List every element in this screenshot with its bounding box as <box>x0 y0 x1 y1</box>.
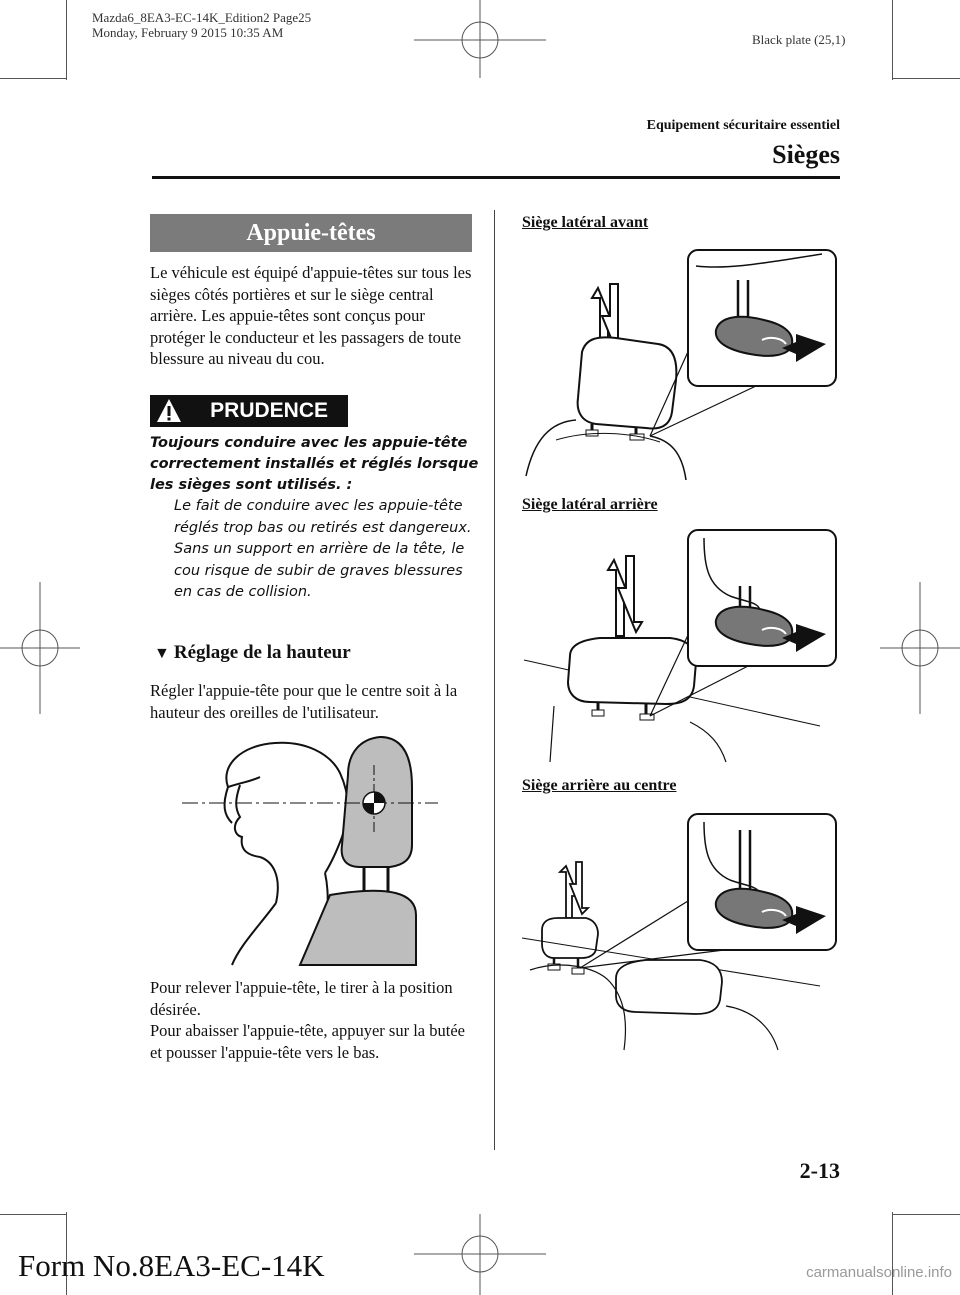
adjust-text: Régler l'appuie-tête pour que le centre soit à la hauteur des oreilles de l'utilisateur. <box>150 681 458 722</box>
watermark-site: carmanualsonline.info <box>806 1264 952 1281</box>
print-header-line1: Mazda6_8EA3-EC-14K_Edition2 Page25 <box>92 10 312 25</box>
page-title: Appuie-têtes <box>150 214 472 252</box>
subheading-text: Réglage de la hauteur <box>173 642 351 663</box>
subsection-title: Sièges <box>772 140 840 169</box>
print-header-line2: Monday, February 9 2015 10:35 AM <box>92 25 284 40</box>
subheading <box>154 642 351 664</box>
black-plate: Black plate (25,1) <box>752 32 846 47</box>
column-divider <box>494 210 495 1150</box>
warning-triangle-icon <box>156 398 182 424</box>
rear-seat-headrest-illustration <box>520 526 840 766</box>
caption-center-seat: Siège arrière au centre <box>522 777 677 794</box>
lower-text: Pour abaisser l'appuie-tête, appuyer sur la butée et pousser l'appuie-tête vers le bas. <box>150 1021 465 1062</box>
form-number: Form No.8EA3-EC-14K <box>18 1248 325 1283</box>
caution-heading: Toujours conduire avec les appuie-tête correctement installés et réglés lorsque les sièges sont utilisés. : <box>150 435 479 493</box>
head-position-illustration <box>180 725 480 965</box>
caption-rear-seat: Siège latéral arrière <box>522 496 658 513</box>
intro-text: Le véhicule est équipé d'appuie-têtes sur tous les sièges côtés portières et sur le siège central arrière. Les appuie-têtes sont conçus pour protéger le conducteur et les passagers de toute blessure au niveau du cou. <box>150 263 472 368</box>
caption-front-seat: Siège latéral avant <box>522 214 649 231</box>
print-header <box>92 10 311 40</box>
warning-badge <box>150 395 348 427</box>
triangle-down-icon: ▼ <box>154 645 170 662</box>
caution-body: Le fait de conduire avec les appuie-tête réglés trop bas ou retirés est dangereux. Sans un support en arrière de la tête, le cou risque de subir de graves blessures en cas de collision. <box>174 498 472 600</box>
center-seat-headrest-illustration <box>520 810 840 1050</box>
section-title: Equipement sécuritaire essentiel <box>646 118 840 133</box>
raise-text: Pour relever l'appuie-tête, le tirer à la position désirée. <box>150 978 453 1019</box>
warning-label: PRUDENCE <box>210 399 328 422</box>
header-rule <box>152 176 840 179</box>
front-seat-headrest-illustration <box>520 240 840 480</box>
page-number: 2-13 <box>799 1158 840 1183</box>
